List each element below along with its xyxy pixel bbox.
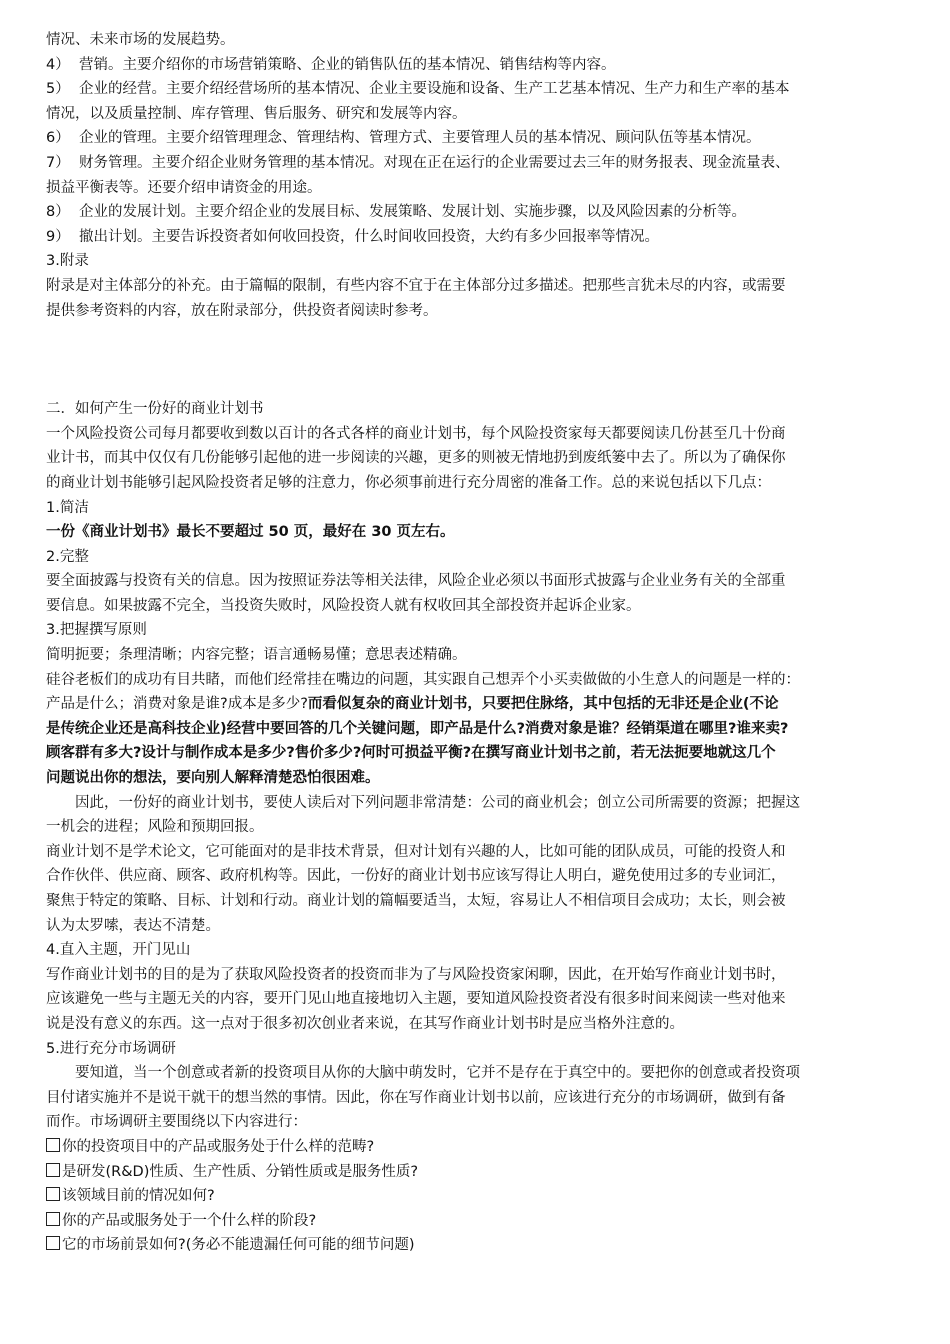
bold-paragraph: 是传统企业还是高科技企业)经营中要回答的几个关键问题，即产品是什么?消费对象是谁？经销渠道在哪里?谁来卖? (46, 720, 789, 737)
list-text: 企业的经营。主要介绍经营场所的基本情况、企业主要设施和设备、生产工艺基本情况、生产力和生产率的基本 (78, 81, 790, 98)
paragraph-cont: 合作伙伴、供应商、顾客、政府机构等。因此，一份好的商业计划书应该写得让人明白，避免使用过多的专业词汇， (46, 868, 786, 885)
list-number: 7） (46, 154, 70, 171)
subsection-heading-2: 2.完整 (46, 548, 89, 565)
checkbox-icon (46, 1138, 60, 1152)
subsection-heading-4: 4.直入主题，开门见山 (46, 942, 191, 959)
appendix-paragraph: 附录是对主体部分的补充。由于篇幅的限制，有些内容不宜于在主体部分过多描述。把那些言犹未尽的内容，或需要 (46, 277, 786, 294)
checkbox-icon (46, 1212, 60, 1226)
list-text: 财务管理。主要介绍企业财务管理的基本情况。对现在正在运行的企业需要过去三年的财务报表、现金流量表、 (78, 154, 790, 171)
checklist-item (46, 1209, 914, 1234)
document-page (46, 28, 914, 1258)
checklist-text: 该领域目前的情况如何? (62, 1188, 215, 1205)
bold-paragraph: 顾客群有多大?设计与制作成本是多少?售价多少?何时可损益平衡?在撰写商业计划书之前，若无法扼要地就这几个 (46, 745, 776, 762)
paragraph-cont: 而作。市场调研主要围绕以下内容进行： (46, 1114, 307, 1131)
bold-paragraph: 问题说出你的想法，要向别人解释清楚恐怕很困难。 (46, 770, 380, 787)
paragraph-cont: 目付诸实施并不是说干就干的想当然的事情。因此，你在写作商业计划书以前，应该进行充分的市场调研，做到有备 (46, 1089, 786, 1106)
subsection-heading-1: 1.简洁 (46, 499, 89, 516)
paragraph-cont: 认为太罗嗦，表达不清楚。 (46, 917, 220, 934)
section-title: 二．如何产生一份好的商业计划书 (46, 401, 264, 418)
list-item-7 (46, 151, 914, 176)
checkbox-icon (46, 1187, 60, 1201)
list-item-6 (46, 126, 914, 151)
paragraph-continuation: 情况、未来市场的发展趋势。 (46, 32, 235, 48)
list-item-4 (46, 53, 914, 78)
bold-text: 而看似复杂的商业计划书，只要把住脉络，其中包括的无非还是企业(不论 (307, 696, 779, 713)
checklist-item (46, 1233, 914, 1258)
paragraph: 写作商业计划书的目的是为了获取风险投资者的投资而非为了与风险投资家闲聊，因此，在开始写作商业计划书时， (46, 966, 786, 983)
checklist-text: 你的产品或服务处于一个什么样的阶段? (62, 1212, 317, 1229)
list-number: 5） (46, 81, 70, 98)
indented-paragraph: 因此，一份好的商业计划书，要使人读后对下列问题非常清楚：公司的商业机会；创立公司所需要的资源；把握这 (75, 794, 800, 811)
paragraph-mixed (46, 692, 914, 717)
paragraph-cont: 一机会的进程；风险和预期回报。 (46, 819, 264, 836)
paragraph-cont: 应该避免一些与主题无关的内容，要开门见山地直接地切入主题，要知道风险投资者没有很多时间来阅读一些对他来 (46, 991, 786, 1008)
checklist-text: 是研发(R&D)性质、生产性质、分销性质或是服务性质? (62, 1163, 419, 1180)
list-item-8 (46, 200, 914, 225)
checkbox-icon (46, 1163, 60, 1177)
list-item-5-cont: 情况，以及质量控制、库存管理、售后服务、研究和发展等内容。 (46, 105, 467, 122)
paragraph: 商业计划不是学术论文，它可能面对的是非技术背景，但对计划有兴趣的人，比如可能的团队成员，可能的投资人和 (46, 843, 786, 860)
subsection-heading-5: 5.进行充分市场调研 (46, 1040, 176, 1057)
paragraph: 简明扼要；条理清晰；内容完整；语言通畅易懂；意思表述精确。 (46, 647, 467, 664)
checklist-item (46, 1160, 914, 1185)
list-number: 9） (46, 228, 70, 245)
paragraph: 硅谷老板们的成功有目共睹，而他们经常挂在嘴边的问题，其实跟自己想弄个小买卖做做的小生意人的问题是一样的： (46, 671, 800, 688)
checklist-item (46, 1184, 914, 1209)
blank-space (46, 323, 914, 397)
checklist-text: 它的市场前景如何?(务必不能遗漏任何可能的细节问题) (62, 1237, 415, 1254)
bold-statement: 一份《商业计划书》最长不要超过 50 页，最好在 30 页左右。 (46, 524, 455, 541)
list-number: 6） (46, 130, 70, 147)
paragraph-cont: 说是没有意义的东西。这一点对于很多初次创业者来说，在其写作商业计划书时是应当格外注意的。 (46, 1015, 684, 1032)
list-number: 8） (46, 204, 70, 221)
checklist-item (46, 1135, 914, 1160)
checklist-text: 你的投资项目中的产品或服务处于什么样的范畴? (62, 1138, 375, 1155)
subsection-heading-3: 3.把握撰写原则 (46, 622, 147, 639)
intro-paragraph-cont: 的商业计划书能够引起风险投资者足够的注意力，你必须事前进行充分周密的准备工作。总的来说包括以下几点： (46, 474, 771, 491)
intro-paragraph-cont: 业计书，而其中仅仅有几份能够引起他的进一步阅读的兴趣，更多的则被无情地扔到废纸篓中去了。所以为了确保你 (46, 450, 786, 467)
appendix-paragraph-cont: 提供参考资料的内容，放在附录部分，供投资者阅读时参考。 (46, 302, 438, 319)
paragraph: 要全面披露与投资有关的信息。因为按照证券法等相关法律，风险企业必须以书面形式披露与企业业务有关的全部重 (46, 573, 786, 590)
intro-paragraph: 一个风险投资公司每月都要收到数以百计的各式各样的商业计划书，每个风险投资家每天都要阅读几份甚至几十份商 (46, 425, 786, 442)
list-number: 4） (46, 56, 70, 73)
list-text: 营销。主要介绍你的市场营销策略、企业的销售队伍的基本情况、销售结构等内容。 (78, 56, 616, 73)
paragraph-cont: 要信息。如果披露不完全，当投资失败时，风险投资人就有权收回其全部投资并起诉企业家。 (46, 597, 641, 614)
indented-paragraph: 要知道，当一个创意或者新的投资项目从你的大脑中萌发时，它并不是存在于真空中的。要把你的创意或者投资项 (75, 1065, 800, 1082)
list-text: 企业的发展计划。主要介绍企业的发展目标、发展策略、发展计划、实施步骤，以及风险因素的分析等。 (78, 204, 746, 221)
paragraph-cont: 聚焦于特定的策略、目标、计划和行动。商业计划的篇幅要适当，太短，容易让人不相信项目会成功；太长，则会被 (46, 893, 786, 909)
list-text: 撤出计划。主要告诉投资者如何收回投资，什么时间收回投资，大约有多少回报率等情况。 (78, 228, 659, 245)
list-text: 企业的管理。主要介绍管理理念、管理结构、管理方式、主要管理人员的基本情况、顾问队伍等基本情况。 (78, 130, 761, 147)
checkbox-icon (46, 1236, 60, 1250)
list-item-7-cont: 损益平衡表等。还要介绍申请资金的用途。 (46, 179, 322, 196)
appendix-heading: 3.附录 (46, 253, 89, 270)
list-item-9 (46, 225, 914, 250)
normal-text: 产品是什么；消费对象是谁?成本是多少? (46, 696, 308, 713)
list-item-5 (46, 77, 914, 102)
